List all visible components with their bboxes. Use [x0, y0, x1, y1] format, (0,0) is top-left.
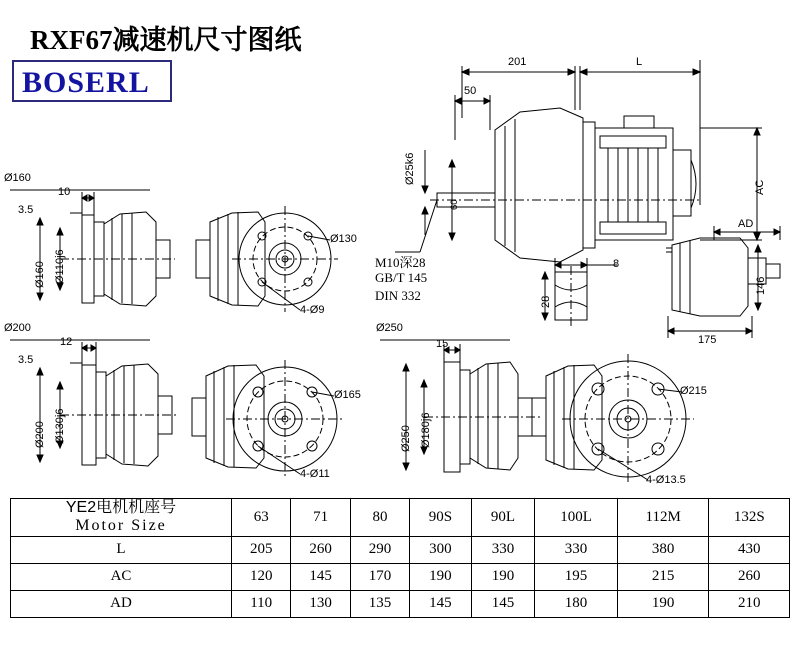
table-cell: 190 [617, 590, 709, 617]
table-col-header: 112M [617, 499, 709, 537]
table-col-header: 80 [350, 499, 409, 537]
dim-L-label: L [636, 56, 643, 68]
flange250-180-label: Ø180j6 [420, 412, 432, 448]
table-col-header: 90L [471, 499, 535, 537]
table-cell: 110 [232, 590, 291, 617]
table-row [11, 590, 790, 617]
table-cell: 145 [471, 590, 535, 617]
flange200-holes-label: 4-Ø11 [300, 468, 330, 480]
table-col-header: 100L [535, 499, 618, 537]
dim-shaft-label: Ø25k6 [404, 152, 416, 185]
table-cell: 120 [232, 563, 291, 590]
table-cell: 145 [291, 563, 350, 590]
flange250-dim15-label: 15 [436, 338, 449, 350]
table-header-en: Motor Size [75, 517, 167, 535]
dim-60-label: 60 [449, 199, 460, 210]
table-cell: 260 [291, 536, 350, 563]
table-cell: 430 [709, 536, 790, 563]
table-cell: 195 [535, 563, 618, 590]
table-cell: 300 [410, 536, 472, 563]
flange160-130-label: Ø130 [330, 233, 357, 245]
dim-175-label: 175 [698, 334, 717, 346]
flange200-outer-label: Ø200 [4, 322, 31, 334]
dim-8-label: 8 [613, 258, 620, 270]
logo-text: BOSERL [22, 66, 150, 99]
table-cell: 130 [291, 590, 350, 617]
flange160-160-label: Ø160 [34, 261, 46, 288]
table-col-header: 71 [291, 499, 350, 537]
table-row-label: AC [11, 563, 232, 590]
table-header-cell [11, 499, 232, 537]
page-title: RXF67减速机尺寸图纸 [30, 25, 302, 55]
table-cell: 180 [535, 590, 618, 617]
table-cell: 290 [350, 536, 409, 563]
table-cell: 170 [350, 563, 409, 590]
flange200-dim12-label: 12 [60, 336, 73, 348]
table-cell: 330 [535, 536, 618, 563]
flange160-outer-label: Ø160 [4, 172, 31, 184]
flange200-dim35-label: 3.5 [18, 354, 34, 366]
table-row [11, 536, 790, 563]
table-header-cn: YE2电机机座号 [65, 499, 177, 516]
table-row [11, 499, 790, 537]
flange200-200-label: Ø200 [34, 421, 46, 448]
motor-size-table [10, 498, 790, 618]
table-row-label: AD [11, 590, 232, 617]
dim-146-label: 146 [755, 276, 767, 295]
table-cell: 135 [350, 590, 409, 617]
flange160-dim10-label: 10 [58, 186, 71, 198]
dim-AC-label: AC [754, 179, 766, 195]
flange250-holes-label: 4-Ø13.5 [646, 474, 686, 486]
flange160-110-label: Ø110j6 [54, 249, 66, 284]
table-cell: 190 [471, 563, 535, 590]
table-cell: 205 [232, 536, 291, 563]
table-cell: 210 [709, 590, 790, 617]
table-cell: 190 [410, 563, 472, 590]
flange160-dim35-label: 3.5 [18, 204, 34, 216]
table-cell: 215 [617, 563, 709, 590]
note-m10-label: M10深28 [375, 255, 426, 270]
table-row [11, 563, 790, 590]
table-col-header: 132S [709, 499, 790, 537]
flange250-outer-label: Ø250 [376, 322, 403, 334]
table-col-header: 90S [410, 499, 472, 537]
table-cell: 260 [709, 563, 790, 590]
flange250-250-label: Ø250 [400, 425, 412, 452]
dim-50-label: 50 [464, 85, 477, 97]
note-gbt-label: GB/T 145 [375, 270, 428, 285]
table-cell: 330 [471, 536, 535, 563]
note-din-label: DIN 332 [375, 288, 421, 303]
table-cell: 145 [410, 590, 472, 617]
flange200-165-label: Ø165 [334, 389, 361, 401]
flange160-holes-label: 4-Ø9 [300, 304, 325, 316]
table-cell: 380 [617, 536, 709, 563]
dim-28-label: 28 [540, 295, 552, 308]
dim-201-label: 201 [508, 56, 527, 68]
flange250-215-label: Ø215 [680, 385, 707, 397]
table-row-label: L [11, 536, 232, 563]
flange200-130-label: Ø130j6 [54, 408, 66, 444]
dim-AD-label: AD [738, 218, 754, 230]
table-col-header: 63 [232, 499, 291, 537]
